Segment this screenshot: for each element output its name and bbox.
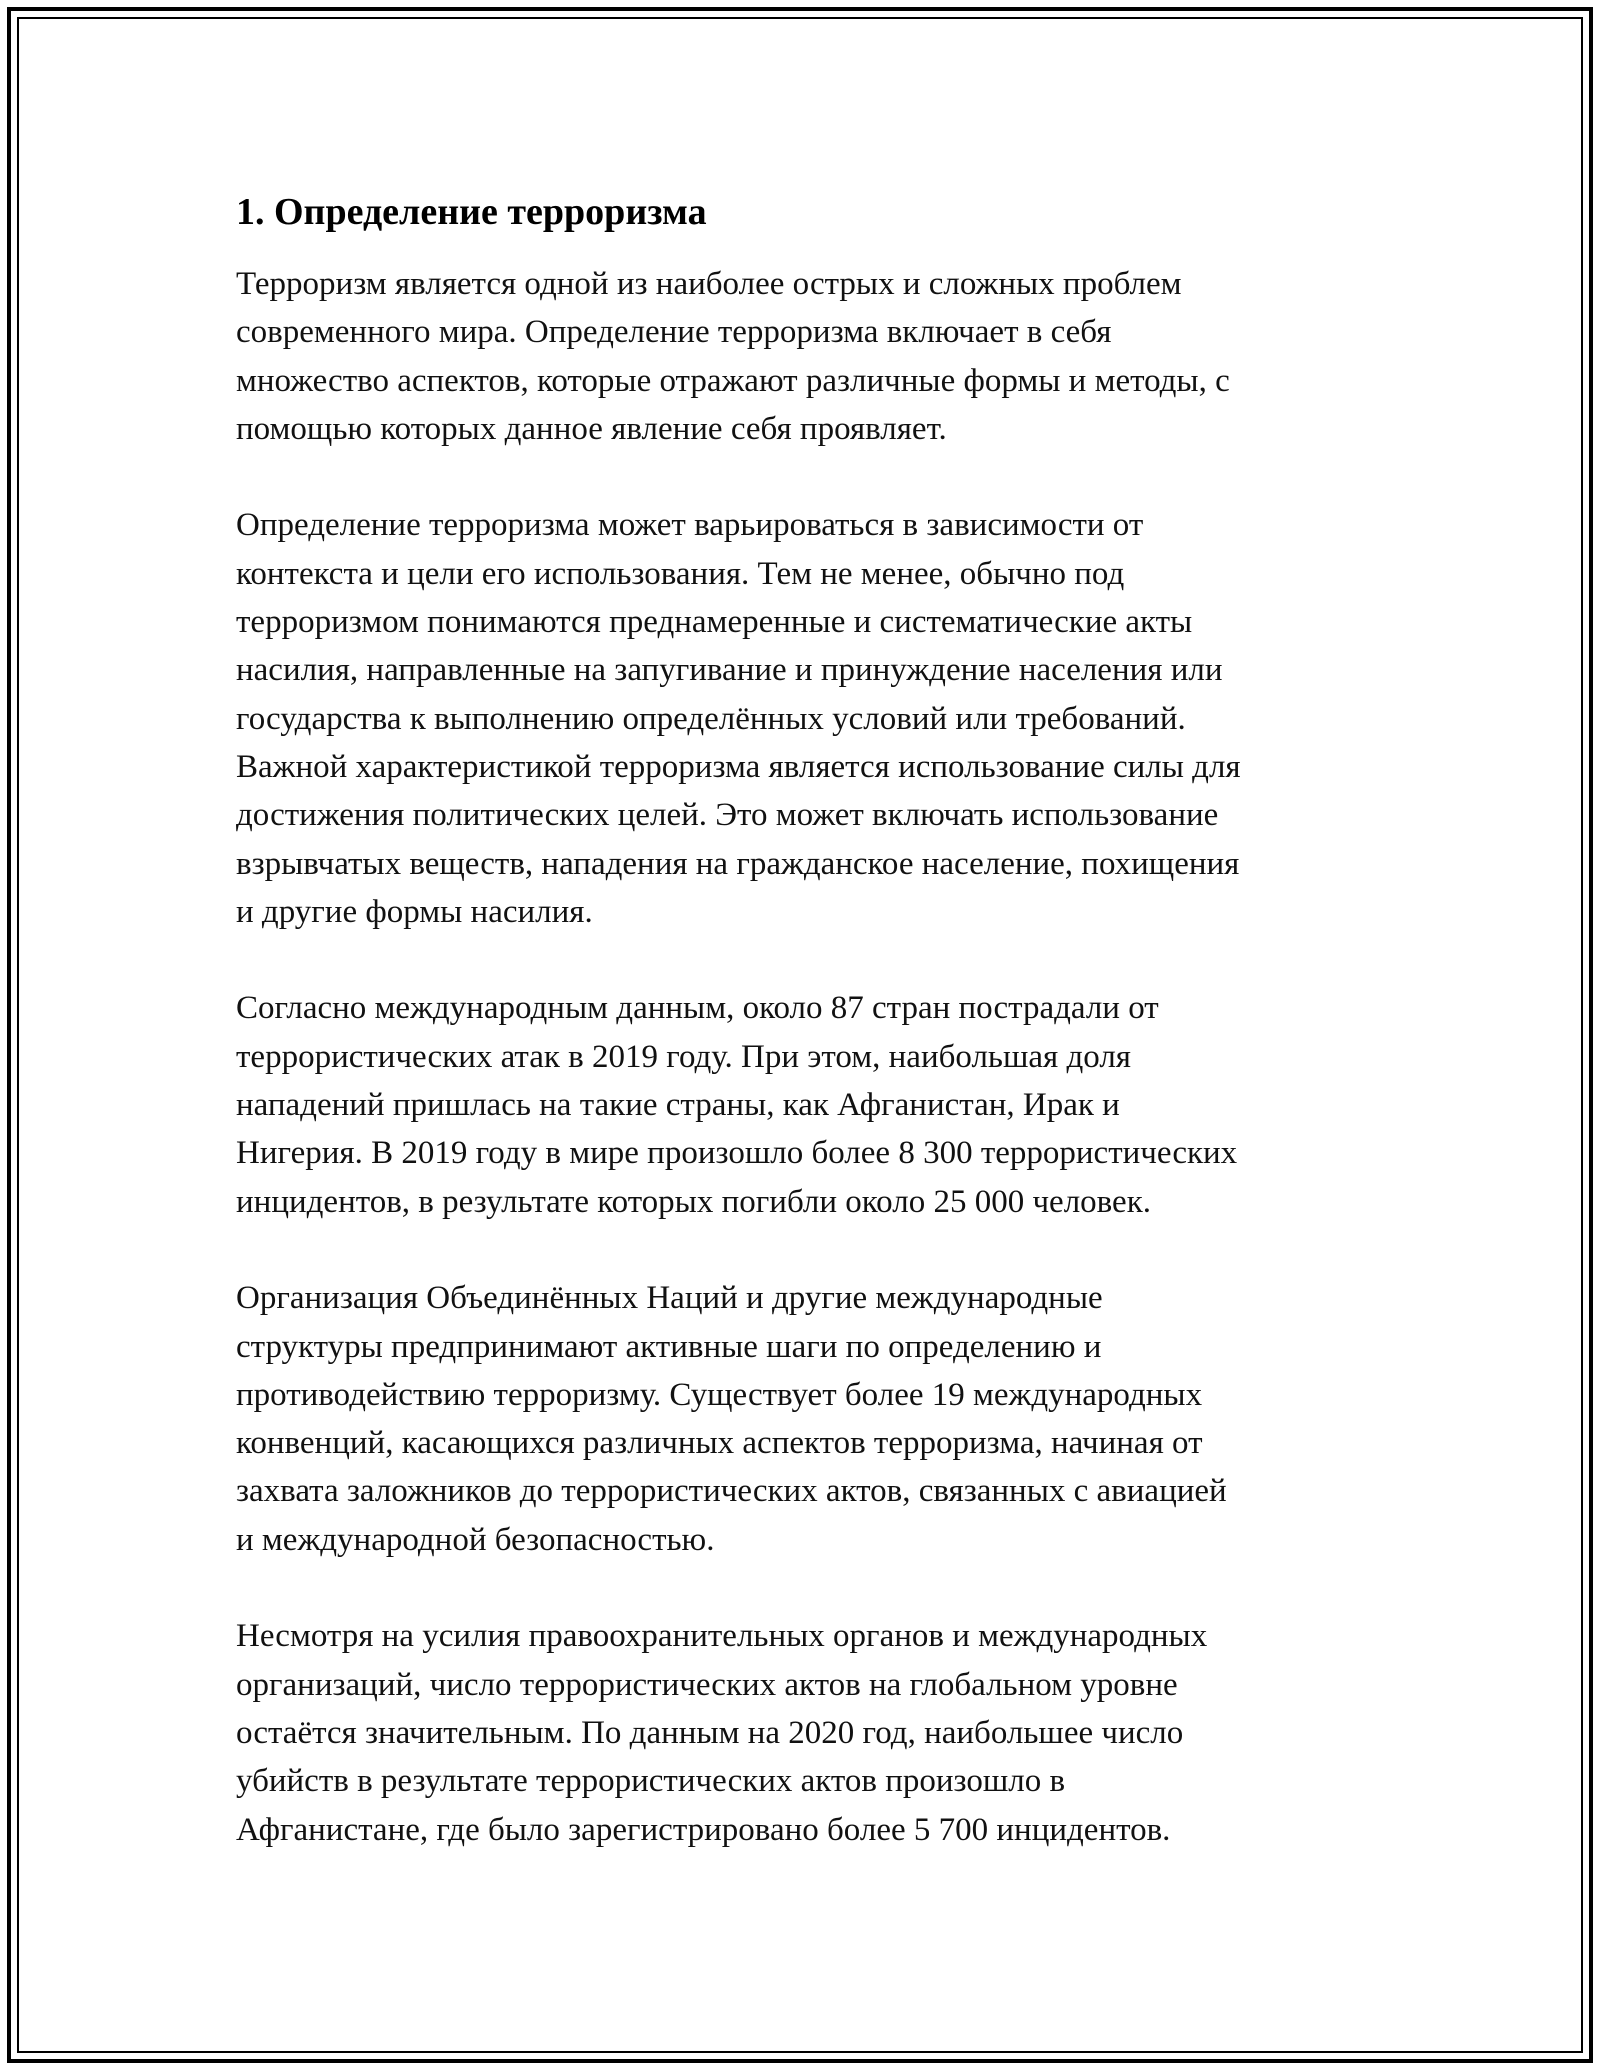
document-body: [236, 188, 1366, 1902]
paragraph-definition: Определение терроризма может варьироваться в зависимости от контекста и цели его использования. Тем не менее, обычно под терроризмом понимаются преднамеренные и систематические акты насилия, направленные на запугивание и принуждение населения или государства к выполнению определённых условий или требований. Важной характеристикой терроризма является использование силы для достижения политических целей. Это может включать использование взрывчатых веществ, нападения на гражданское население, похищения и другие формы насилия.: [236, 507, 1241, 930]
paragraph-un-conventions: Организация Объединённых Наций и другие международные структуры предпринимают активные шаги по определению и противодействию терроризму. Существует более 19 международных конвенций, касающихся различных аспектов терроризма, начиная от захвата заложников до террористических актов, связанных с авиацией и международной безопасностью.: [236, 1280, 1227, 1558]
paragraph-intro: Терроризм является одной из наиболее острых и сложных проблем современного мира. Определение терроризма включает в себя множество аспектов, которые отражают различные формы и методы, с помощью которых данное явление себя проявляет.: [236, 266, 1230, 447]
section-heading: 1. Определение терроризма: [236, 191, 707, 233]
paragraph-statistics-2019: Согласно международным данным, около 87 стран пострадали от террористических атак в 2019 году. При этом, наибольшая доля нападений пришлась на такие страны, как Афганистан, Ирак и Нигерия. В 2019 году в мире произошло более 8 300 террористических инцидентов, в результате которых погибли около 25 000 человек.: [236, 990, 1238, 1220]
paragraph-statistics-2020: Несмотря на усилия правоохранительных органов и международных организаций, число террористических актов на глобальном уровне остаётся значительным. По данным на 2020 год, наибольшее число убийств в результате террористических актов произошло в Афганистане, где было зарегистрировано более 5 700 инцидентов.: [236, 1618, 1208, 1848]
